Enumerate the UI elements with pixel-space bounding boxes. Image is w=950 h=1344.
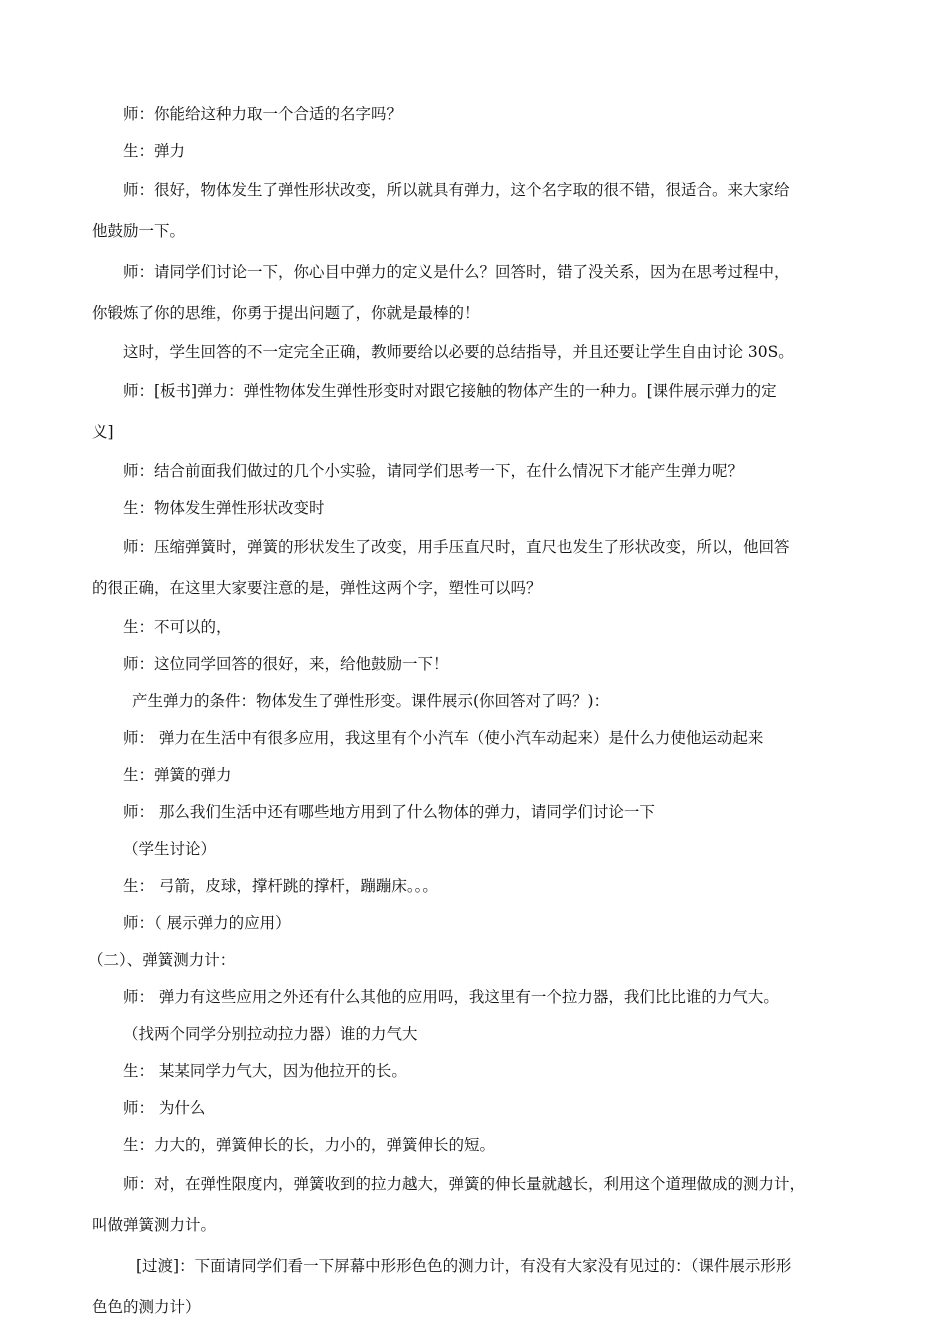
paragraph-p06: 师：[板书]弹力：弹性物体发生弹性形变时对跟它接触的物体产生的一种力。[课件展示弹力的定	[123, 382, 777, 400]
paragraph-p01: 师：你能给这种力取一个合适的名字吗？	[123, 105, 403, 123]
paragraph-p03: 师：很好，物体发生了弹性形状改变，所以就具有弹力，这个名字取的很不错，很适合。来大家给	[123, 181, 790, 199]
paragraph-p04: 师：请同学们讨论一下，你心目中弹力的定义是什么？回答时，错了没关系，因为在思考过程中，	[123, 263, 790, 281]
paragraph-p21: （找两个同学分别拉动拉力器）谁的力气大	[123, 1025, 418, 1043]
paragraph-p17: 生： 弓箭，皮球，撑杆跳的撑杆，蹦蹦床。。。	[123, 877, 438, 895]
paragraph-p12: 产生弹力的条件：物体发生了弹性形变。课件展示(你回答对了吗？)：	[132, 692, 610, 710]
paragraph-p18: 师：（ 展示弹力的应用）	[123, 914, 291, 932]
paragraph-p10: 生：不可以的，	[123, 618, 232, 636]
paragraph-p14: 生：弹簧的弹力	[123, 766, 232, 784]
paragraph-p24: 生：力大的，弹簧伸长的长，力小的，弹簧伸长的短。	[123, 1136, 496, 1154]
paragraph-p25: 师：对，在弹性限度内，弹簧收到的拉力越大，弹簧的伸长量就越长，利用这个道理做成的测力计，	[123, 1175, 806, 1193]
paragraph-p26: [过渡]：下面请同学们看一下屏幕中形形色色的测力计，有没有大家没有见过的：（课件展示形形	[136, 1257, 792, 1275]
paragraph-p13: 师： 弹力在生活中有很多应用，我这里有个小汽车（使小汽车动起来）是什么力使他运动起来	[123, 729, 764, 747]
paragraph-p15: 师： 那么我们生活中还有哪些地方用到了什么物体的弹力，请同学们讨论一下	[123, 803, 655, 821]
paragraph-p25-cont: 叫做弹簧测力计。	[92, 1216, 217, 1234]
paragraph-p09: 师：压缩弹簧时，弹簧的形状发生了改变，用手压直尺时，直尺也发生了形状改变，所以，他回答	[123, 538, 790, 556]
paragraph-p05: 这时，学生回答的不一定完全正确，教师要给以必要的总结指导，并且还要让学生自由讨论 30S。	[123, 343, 794, 361]
paragraph-p07: 师：结合前面我们做过的几个小实验，请同学们思考一下，在什么情况下才能产生弹力呢？	[123, 462, 744, 480]
paragraph-p20: 师： 弹力有这些应用之外还有什么其他的应用吗，我这里有一个拉力器，我们比比谁的力气大。	[123, 988, 779, 1006]
paragraph-p16: （学生讨论）	[123, 840, 217, 858]
paragraph-p04-cont: 你锻炼了你的思维，你勇于提出问题了，你就是最棒的！	[92, 304, 480, 322]
paragraph-p02: 生：弹力	[123, 142, 186, 160]
paragraph-p22: 生： 某某同学力气大，因为他拉开的长。	[123, 1062, 407, 1080]
paragraph-p11: 师：这位同学回答的很好，来，给他鼓励一下！	[123, 655, 449, 673]
paragraph-p23: 师： 为什么	[123, 1099, 206, 1117]
paragraph-p08: 生：物体发生弹性形状改变时	[123, 499, 325, 517]
paragraph-p09-cont: 的很正确，在这里大家要注意的是，弹性这两个字，塑性可以吗？	[92, 579, 542, 597]
section-heading: （二）、弹簧测力计：	[88, 951, 236, 969]
paragraph-p06-cont: 义]	[92, 423, 114, 441]
paragraph-p03-cont: 他鼓励一下。	[92, 222, 186, 240]
paragraph-p26-cont: 色色的测力计）	[92, 1298, 201, 1316]
